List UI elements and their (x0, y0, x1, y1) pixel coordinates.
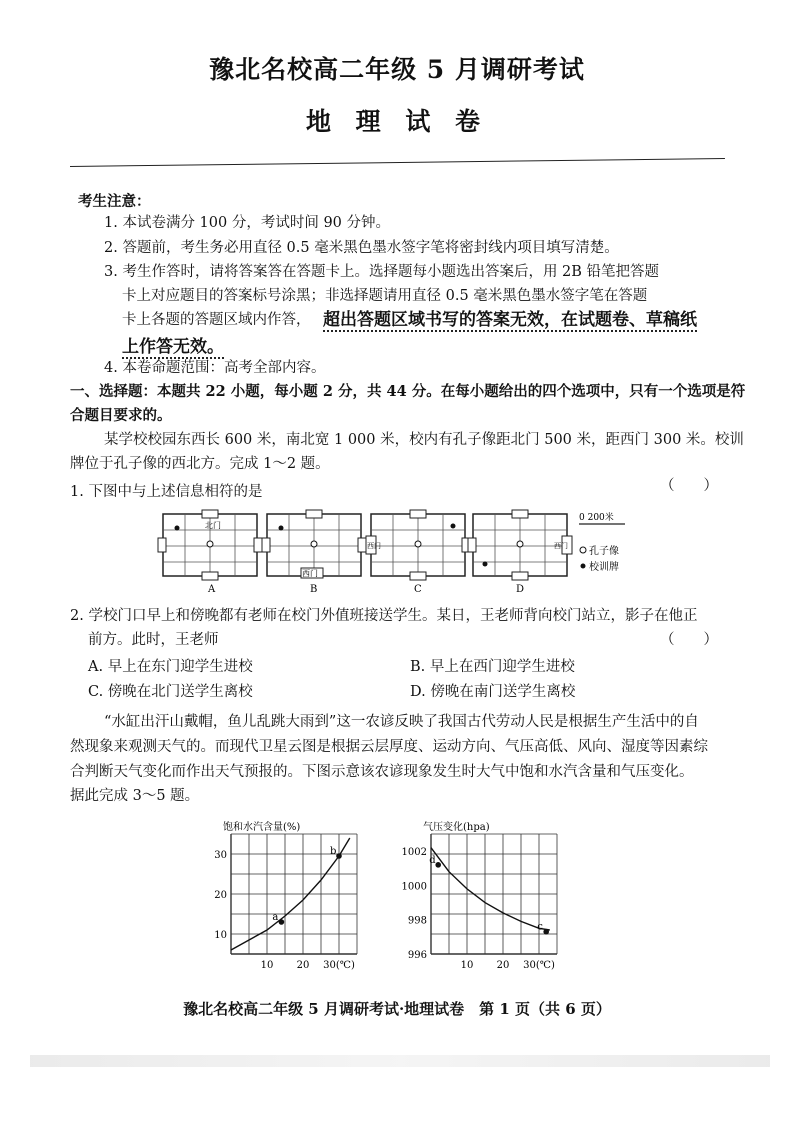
y-tick-label: 20 (214, 890, 227, 901)
statue-marker (517, 541, 523, 547)
svg-text:北门: 北门 (205, 521, 221, 530)
campus-maps (155, 508, 715, 598)
point-label: b (330, 846, 337, 857)
option-b: B. 早上在西门迎学生进校 (410, 659, 575, 675)
question-2: 2. 学校门口早上和傍晚都有老师在校门外值班接送学生。某日，王老师背向校门站立，影子在他正 (70, 608, 698, 624)
notice-item: 卡上各题的答题区域内作答， (122, 312, 311, 328)
section-heading: 一、选择题：本题共 22 小题，每小题 2 分，共 44 分。在每小题给出的四个选项中，只有一个选项是符 (70, 383, 746, 400)
sign-marker (279, 526, 284, 531)
data-point-a (279, 919, 285, 925)
svg-text:D: D (516, 584, 525, 595)
map-b (262, 510, 366, 595)
x-tick-label: 10 (460, 960, 474, 971)
statue-marker (415, 541, 421, 547)
svg-text:C: C (414, 584, 422, 595)
statue-marker (311, 541, 317, 547)
question-stem: 牌位于孔子像的西北方。完成 1～2 题。 (70, 456, 330, 472)
point-label: d (429, 854, 436, 866)
notice-emphasis: 超出答题区域书写的答案无效，在试题卷、草稿纸 (323, 305, 697, 332)
x-tick-label: 30(℃) (523, 960, 555, 971)
notice-emphasis: 上作答无效。 (122, 332, 224, 359)
x-tick-label: 30(℃) (323, 960, 355, 971)
notice-item: 卡上对应题目的答案标号涂黑；非选择题请用直径 0.5 毫米黑色墨水签字笔在答题 (122, 288, 648, 304)
chart-title: 气压变化(hpa) (423, 822, 490, 833)
y-tick-label: 30 (214, 850, 227, 861)
x-tick-label: 20 (496, 960, 510, 971)
data-point-b (336, 853, 342, 859)
data-point-c (543, 929, 549, 935)
point-label: c (537, 921, 543, 933)
x-tick-label: 20 (296, 960, 310, 971)
y-tick-label: 10 (214, 930, 227, 941)
y-tick-label: 998 (407, 915, 427, 927)
header-divider (70, 158, 725, 167)
notice-item: 2. 答题前，考生务必用直径 0.5 毫米黑色墨水签字笔将密封线内项目填写清楚。 (104, 240, 619, 256)
notice-item: 4. 本卷命题范围：高考全部内容。 (104, 360, 326, 376)
question-stem: 合判断天气变化而作出天气预报的。下图示意该农谚现象发生时大气中饱和水汽含量和气压变化。 (70, 764, 694, 780)
svg-text:A: A (208, 584, 216, 595)
map-a (158, 510, 262, 595)
svg-text:西门: 西门 (367, 542, 381, 550)
sign-marker (451, 524, 456, 529)
question-stem: 某学校校园东西长 600 米，南北宽 1 000 米，校内有孔子像距北门 500 米，距西门 300 米。校训 (104, 432, 744, 448)
notice-item: 1. 本试卷满分 100 分，考试时间 90 分钟。 (104, 215, 391, 231)
question-stem: “水缸出汗山戴帽，鱼儿乱跳大雨到”这一农谚反映了我国古代劳动人民是根据生产生活中的自 (104, 714, 699, 730)
map-c (366, 510, 470, 595)
map-legend (579, 511, 625, 573)
x-tick-label: 10 (260, 960, 274, 971)
legend-sign-icon (581, 564, 586, 569)
sign-marker (175, 526, 180, 531)
question-stem: 据此完成 3～5 题。 (70, 788, 200, 804)
option-c: C. 傍晚在北门送学生离校 (88, 684, 253, 700)
chart-title: 饱和水汽含量(%) (223, 822, 301, 833)
statue-marker (207, 541, 213, 547)
chart-saturated-vapor (205, 812, 375, 980)
svg-text:0 200米: 0 200米 (579, 513, 614, 523)
answer-paren: （ ） (660, 478, 718, 494)
question-1: 1. 下图中与上述信息相符的是 (70, 484, 263, 500)
exam-subtitle: 地 理 试 卷 (305, 107, 489, 136)
y-tick-label: 1002 (401, 847, 427, 859)
question-stem: 然现象来观测天气的。而现代卫星云图是根据云层厚度、运动方向、气压高低、风向、湿度等因素综 (70, 739, 708, 755)
notice-heading: 考生注意： (78, 193, 151, 210)
scan-band (30, 1055, 770, 1067)
y-tick-label: 1000 (401, 881, 427, 893)
question-2: 前方。此时，王老师 (88, 632, 219, 648)
svg-text:西门: 西门 (554, 542, 568, 550)
notice-item: 3. 考生作答时，请将答案答在答题卡上。选择题每小题选出答案后，用 2B 铅笔把答题 (104, 264, 660, 280)
svg-text:孔子像: 孔子像 (589, 546, 619, 557)
sign-marker (483, 562, 488, 567)
map-d (468, 510, 572, 595)
y-tick-label: 996 (407, 950, 427, 961)
exam-title: 豫北名校高二年级 5 月调研考试 (209, 55, 585, 84)
option-d: D. 傍晚在南门送学生离校 (410, 684, 576, 700)
svg-text:西门: 西门 (302, 569, 318, 578)
legend-statue-icon (580, 547, 586, 553)
section-heading: 合题目要求的。 (70, 407, 172, 424)
svg-text:B: B (310, 584, 318, 595)
svg-text:校训牌: 校训牌 (589, 562, 619, 573)
answer-paren: （ ） (660, 632, 718, 648)
page-footer: 豫北名校高二年级 5 月调研考试·地理试卷 第 1 页（共 6 页） (183, 1000, 611, 1018)
data-point-d (435, 862, 441, 868)
chart-pressure (395, 812, 575, 980)
point-label: a (272, 912, 279, 923)
option-a: A. 早上在东门迎学生进校 (88, 659, 253, 675)
